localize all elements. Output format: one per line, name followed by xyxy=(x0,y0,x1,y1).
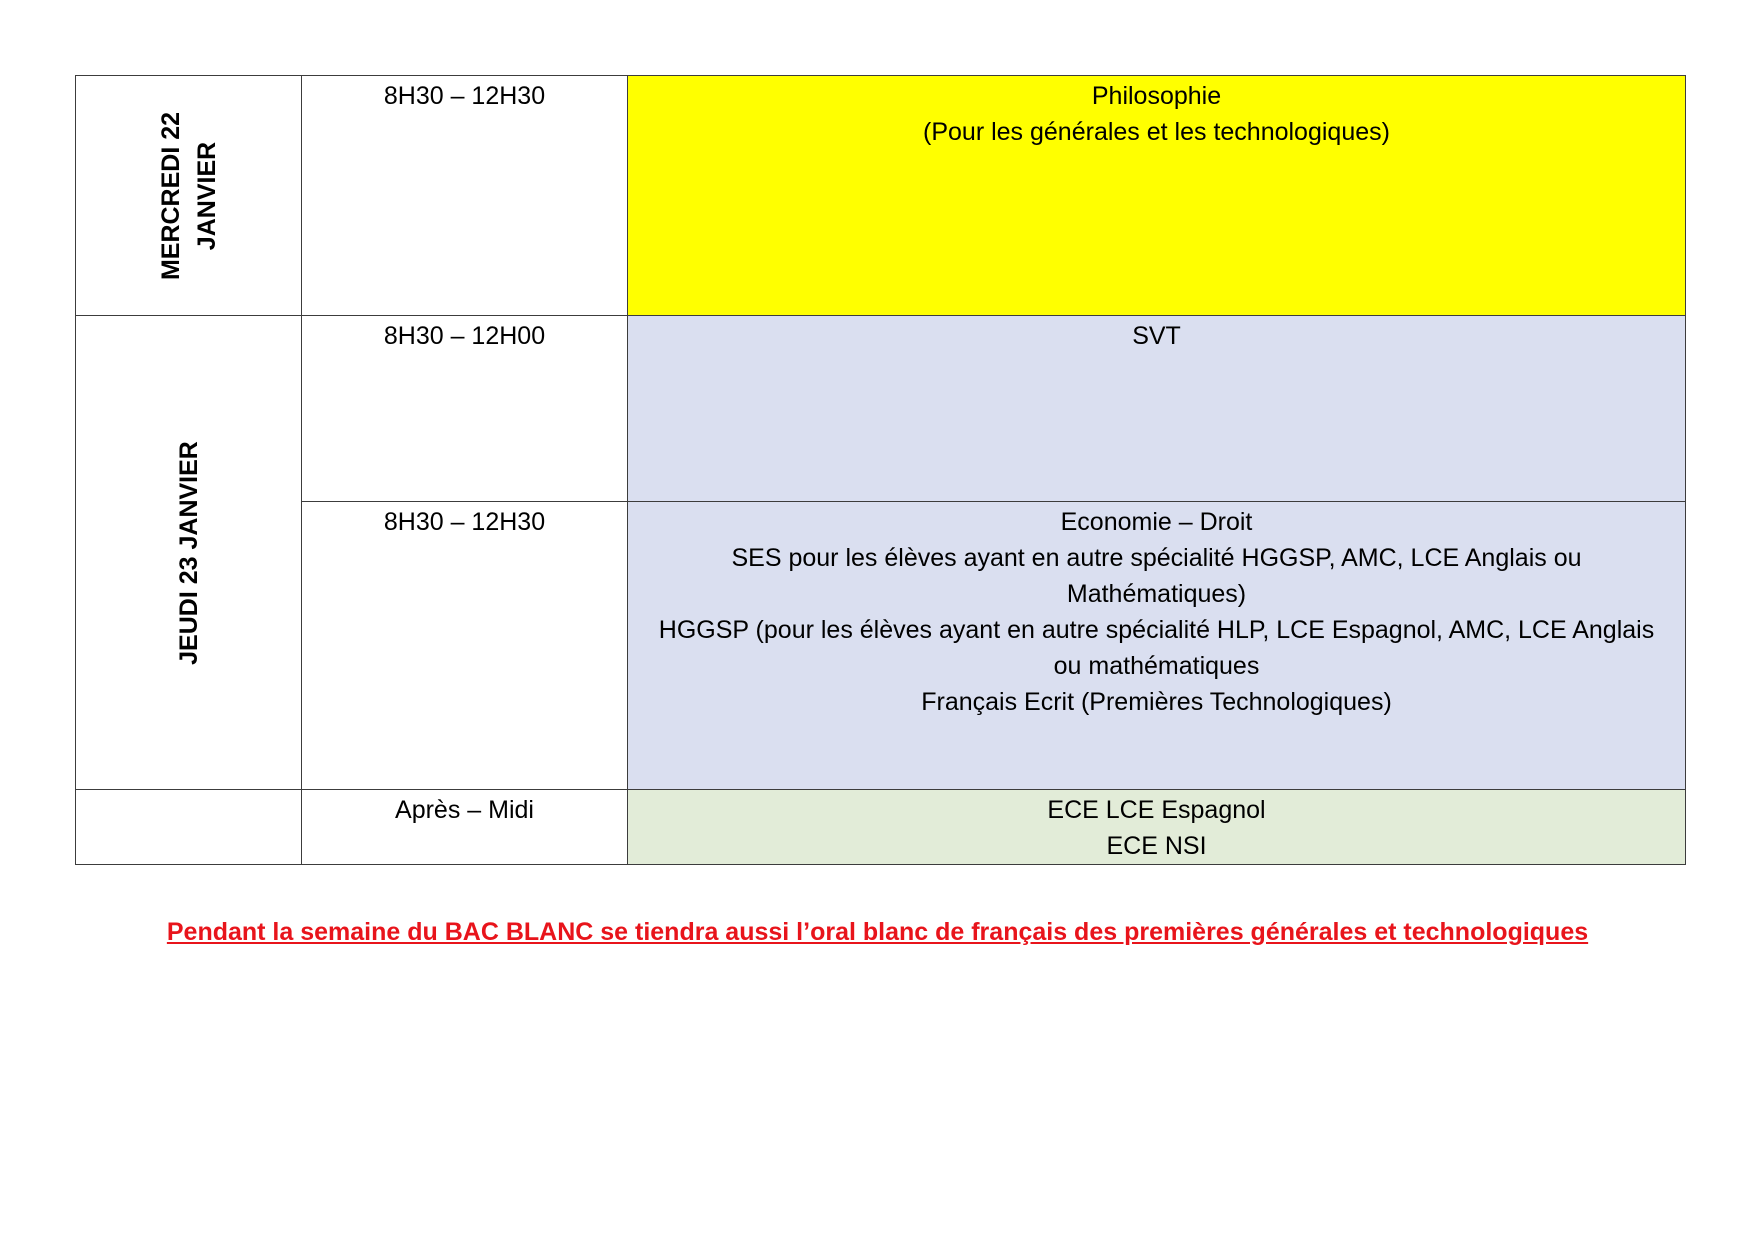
time-slot: 8H30 – 12H30 xyxy=(302,76,628,316)
table-row xyxy=(76,790,1686,865)
exam-schedule-table xyxy=(75,75,1686,865)
day-cell-wednesday xyxy=(76,76,302,316)
subject-cell-economie: Economie – Droit SES pour les élèves ayant en autre spécialité HGGSP, AMC, LCE Anglais ou Mathématiques) HGGSP (pour les élèves ayant en autre spécialité HLP, LCE Espagnol, AMC, LCE Anglais ou mathématiques Français Ecrit (Premières Technologiques) xyxy=(628,502,1686,790)
time-slot: 8H30 – 12H00 xyxy=(302,316,628,502)
table-row xyxy=(76,76,1686,316)
table-row xyxy=(76,502,1686,790)
time-slot: Après – Midi xyxy=(302,790,628,865)
day-cell-empty xyxy=(76,790,302,865)
day-label: JEUDI 23 JANVIER xyxy=(174,440,203,665)
day-cell-thursday xyxy=(76,316,302,790)
day-label: MERCREDI 22 JANVIER xyxy=(156,111,221,280)
subject-cell-svt: SVT xyxy=(628,316,1686,502)
notice-text: Pendant la semaine du BAC BLANC se tiendra aussi l’oral blanc de français des premières générales et technologiques xyxy=(166,918,1589,946)
table-row xyxy=(76,316,1686,502)
subject-cell-ece: ECE LCE Espagnol ECE NSI xyxy=(628,790,1686,865)
subject-cell-philosophie: Philosophie (Pour les générales et les technologiques) xyxy=(628,76,1686,316)
time-slot: 8H30 – 12H30 xyxy=(302,502,628,790)
